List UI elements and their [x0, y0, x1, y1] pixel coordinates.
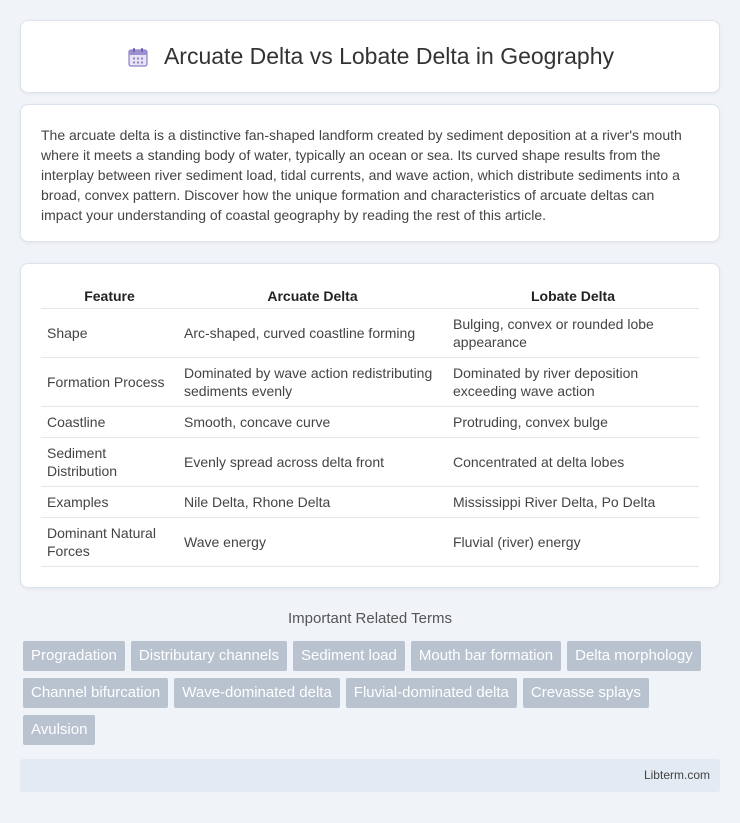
table-row — [41, 358, 699, 407]
calendar-icon — [126, 45, 150, 69]
term-tag[interactable]: Progradation — [23, 641, 125, 671]
table-header: Arcuate Delta — [178, 284, 447, 309]
table-row — [41, 438, 699, 487]
table-cell: Examples — [41, 487, 178, 518]
table-cell: Bulging, convex or rounded lobe appearance — [447, 309, 699, 358]
table-row — [41, 309, 699, 358]
term-tag[interactable]: Channel bifurcation — [23, 678, 168, 708]
table-cell: Sediment Distribution — [41, 438, 178, 487]
intro-text: The arcuate delta is a distinctive fan-shaped landform created by sediment deposition at a river's mouth where it meets a standing body of water, typically an ocean or sea. Its curved shape results from the interplay between river sediment load, tidal currents, and wave action, which distribute sediments into a broad, convex pattern. Discover how the unique formation and characteristics of arcuate deltas can impact your understanding of coastal geography by reading the rest of this article. — [41, 127, 682, 223]
footer — [20, 759, 720, 792]
table-header: Lobate Delta — [447, 284, 699, 309]
table-cell: Fluvial (river) energy — [447, 518, 699, 567]
table-row — [41, 407, 699, 438]
term-tag[interactable]: Avulsion — [23, 715, 95, 745]
term-tag[interactable]: Fluvial-dominated delta — [346, 678, 517, 708]
term-tag[interactable]: Distributary channels — [131, 641, 287, 671]
footer-site-link[interactable]: Libterm.com — [643, 768, 710, 782]
table-cell: Formation Process — [41, 358, 178, 407]
table-cell: Protruding, convex bulge — [447, 407, 699, 438]
table-row — [41, 487, 699, 518]
table-cell: Dominated by wave action redistributing sediments evenly — [178, 358, 447, 407]
table-cell: Coastline — [41, 407, 178, 438]
table-cell: Mississippi River Delta, Po Delta — [447, 487, 699, 518]
table-cell: Wave energy — [178, 518, 447, 567]
related-terms-title: Important Related Terms — [288, 610, 452, 627]
table-cell: Arc-shaped, curved coastline forming — [178, 309, 447, 358]
intro-card — [20, 104, 720, 242]
table-cell: Smooth, concave curve — [178, 407, 447, 438]
table-cell: Shape — [41, 309, 178, 358]
term-tag[interactable]: Delta morphology — [567, 641, 701, 671]
comparison-table-card — [20, 263, 720, 588]
term-tag[interactable]: Crevasse splays — [523, 678, 649, 708]
table-cell: Dominant Natural Forces — [41, 518, 178, 567]
table-cell: Concentrated at delta lobes — [447, 438, 699, 487]
header-card — [20, 20, 720, 93]
table-cell: Dominated by river deposition exceeding wave action — [447, 358, 699, 407]
table-row — [41, 518, 699, 567]
term-tag[interactable]: Mouth bar formation — [411, 641, 561, 671]
page-title: Arcuate Delta vs Lobate Delta in Geography — [163, 43, 615, 69]
table-cell: Nile Delta, Rhone Delta — [178, 487, 447, 518]
table-cell: Evenly spread across delta front — [178, 438, 447, 487]
related-terms-list — [23, 641, 723, 745]
table-header: Feature — [41, 284, 178, 309]
term-tag[interactable]: Sediment load — [293, 641, 405, 671]
term-tag[interactable]: Wave-dominated delta — [174, 678, 340, 708]
comparison-table — [41, 284, 699, 567]
